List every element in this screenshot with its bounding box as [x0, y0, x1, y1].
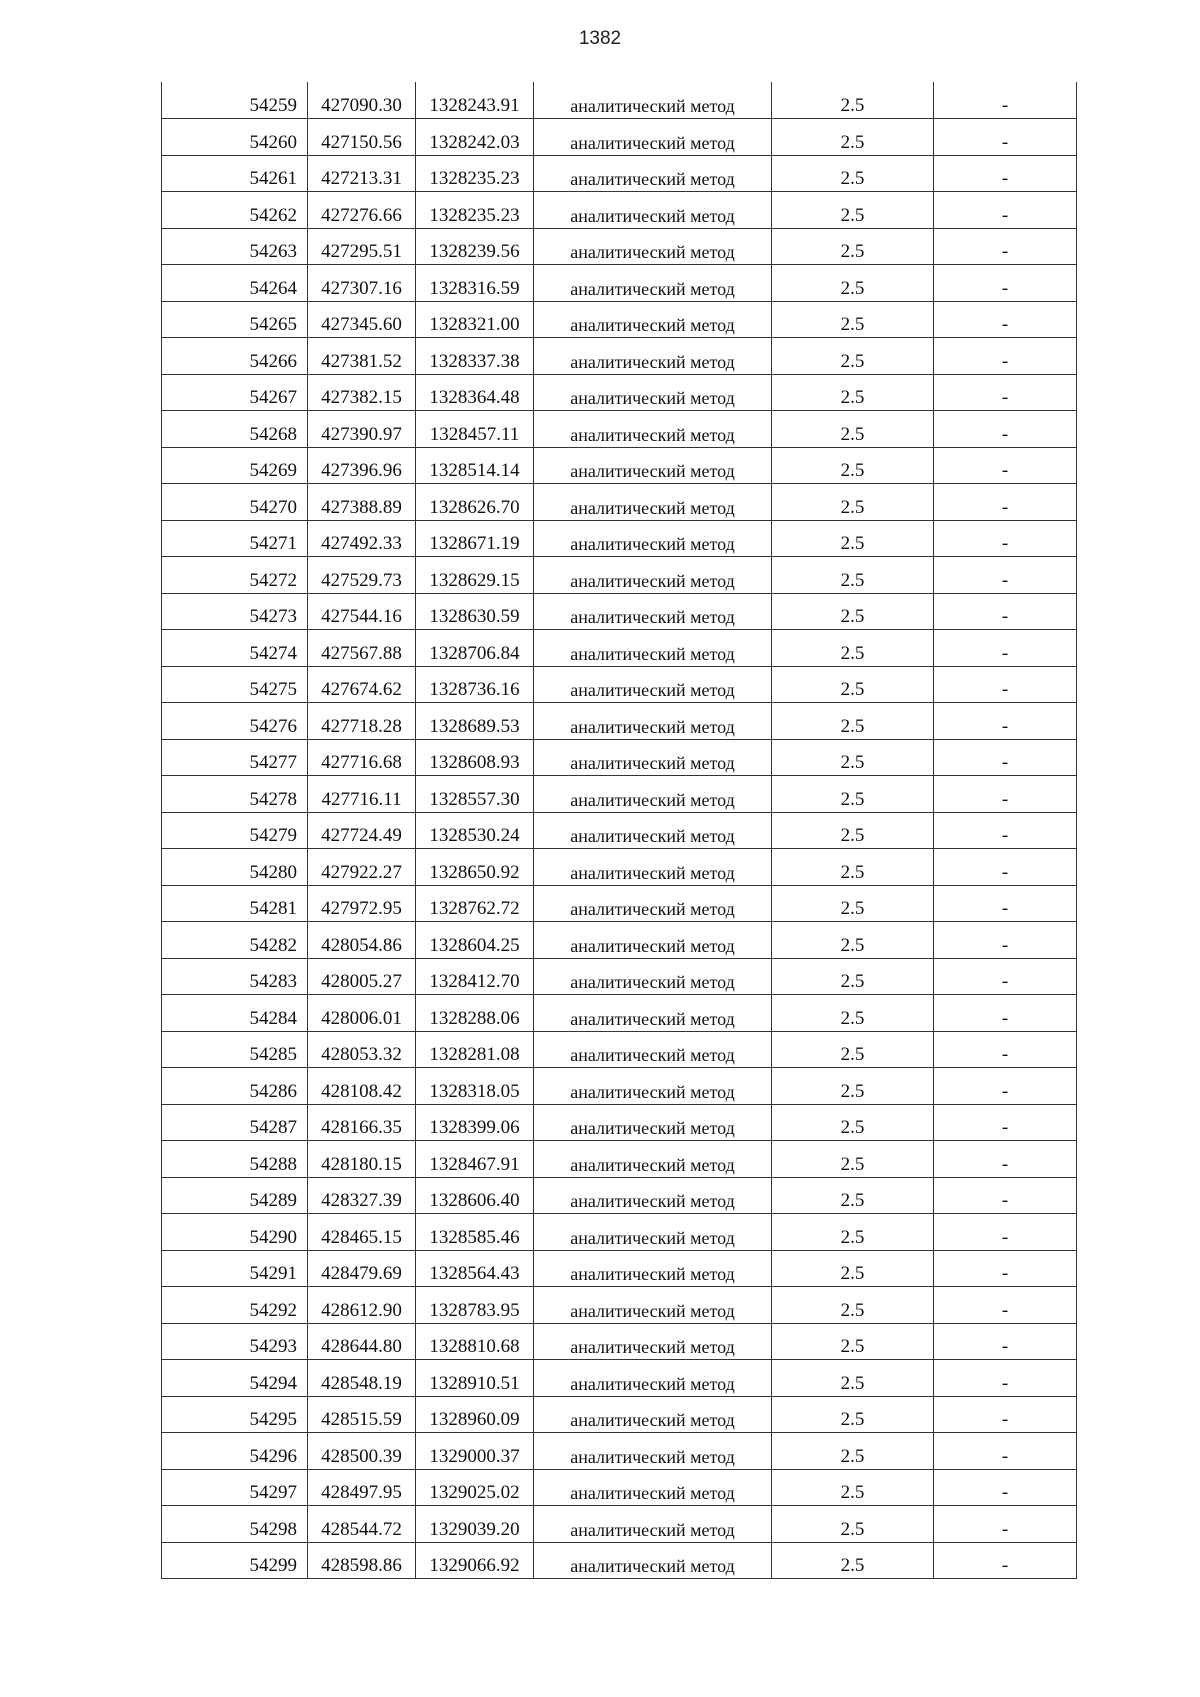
y-coordinate-cell: 1328810.68	[416, 1323, 534, 1360]
y-coordinate-cell: 1328608.93	[416, 739, 534, 776]
accuracy-cell: 2.5	[772, 739, 934, 776]
method-cell: аналитический метод	[534, 666, 772, 703]
accuracy-cell: 2.5	[772, 155, 934, 192]
x-coordinate-cell: 428180.15	[308, 1141, 416, 1178]
note-cell: -	[934, 849, 1077, 886]
y-coordinate-cell: 1328242.03	[416, 119, 534, 156]
x-coordinate-cell: 428544.72	[308, 1506, 416, 1543]
point-id-cell: 54264	[162, 265, 308, 302]
y-coordinate-cell: 1328321.00	[416, 301, 534, 338]
accuracy-cell: 2.5	[772, 776, 934, 813]
point-id-cell: 54275	[162, 666, 308, 703]
point-id-cell: 54277	[162, 739, 308, 776]
y-coordinate-cell: 1328337.38	[416, 338, 534, 375]
accuracy-cell: 2.5	[772, 812, 934, 849]
point-id-cell: 54286	[162, 1068, 308, 1105]
table-row	[162, 593, 1077, 630]
y-coordinate-cell: 1329025.02	[416, 1469, 534, 1506]
x-coordinate-cell: 428548.19	[308, 1360, 416, 1397]
method-cell: аналитический метод	[534, 630, 772, 667]
point-id-cell: 54282	[162, 922, 308, 959]
note-cell: -	[934, 1068, 1077, 1105]
table-row	[162, 1068, 1077, 1105]
table-row	[162, 630, 1077, 667]
table-row	[162, 922, 1077, 959]
coordinates-table	[161, 82, 1077, 1579]
y-coordinate-cell: 1328235.23	[416, 155, 534, 192]
y-coordinate-cell: 1328467.91	[416, 1141, 534, 1178]
accuracy-cell: 2.5	[772, 411, 934, 448]
note-cell: -	[934, 1177, 1077, 1214]
x-coordinate-cell: 427388.89	[308, 484, 416, 521]
method-cell: аналитический метод	[534, 265, 772, 302]
x-coordinate-cell: 428612.90	[308, 1287, 416, 1324]
point-id-cell: 54263	[162, 228, 308, 265]
note-cell: -	[934, 776, 1077, 813]
y-coordinate-cell: 1328910.51	[416, 1360, 534, 1397]
point-id-cell: 54268	[162, 411, 308, 448]
y-coordinate-cell: 1328736.16	[416, 666, 534, 703]
y-coordinate-cell: 1328412.70	[416, 958, 534, 995]
accuracy-cell: 2.5	[772, 1214, 934, 1251]
accuracy-cell: 2.5	[772, 228, 934, 265]
table-row	[162, 520, 1077, 557]
y-coordinate-cell: 1328585.46	[416, 1214, 534, 1251]
y-coordinate-cell: 1328671.19	[416, 520, 534, 557]
accuracy-cell: 2.5	[772, 1506, 934, 1543]
note-cell: -	[934, 192, 1077, 229]
method-cell: аналитический метод	[534, 1360, 772, 1397]
point-id-cell: 54269	[162, 447, 308, 484]
method-cell: аналитический метод	[534, 995, 772, 1032]
accuracy-cell: 2.5	[772, 1031, 934, 1068]
accuracy-cell: 2.5	[772, 630, 934, 667]
x-coordinate-cell: 427972.95	[308, 885, 416, 922]
x-coordinate-cell: 427674.62	[308, 666, 416, 703]
note-cell: -	[934, 374, 1077, 411]
x-coordinate-cell: 427396.96	[308, 447, 416, 484]
point-id-cell: 54266	[162, 338, 308, 375]
x-coordinate-cell: 427213.31	[308, 155, 416, 192]
point-id-cell: 54288	[162, 1141, 308, 1178]
y-coordinate-cell: 1328243.91	[416, 82, 534, 119]
note-cell: -	[934, 228, 1077, 265]
note-cell: -	[934, 739, 1077, 776]
table-row	[162, 228, 1077, 265]
accuracy-cell: 2.5	[772, 484, 934, 521]
note-cell: -	[934, 155, 1077, 192]
note-cell: -	[934, 1214, 1077, 1251]
accuracy-cell: 2.5	[772, 666, 934, 703]
y-coordinate-cell: 1328399.06	[416, 1104, 534, 1141]
method-cell: аналитический метод	[534, 155, 772, 192]
accuracy-cell: 2.5	[772, 885, 934, 922]
point-id-cell: 54280	[162, 849, 308, 886]
method-cell: аналитический метод	[534, 520, 772, 557]
table-row	[162, 484, 1077, 521]
x-coordinate-cell: 427345.60	[308, 301, 416, 338]
table-row	[162, 1323, 1077, 1360]
accuracy-cell: 2.5	[772, 922, 934, 959]
note-cell: -	[934, 1506, 1077, 1543]
y-coordinate-cell: 1328530.24	[416, 812, 534, 849]
accuracy-cell: 2.5	[772, 1177, 934, 1214]
note-cell: -	[934, 265, 1077, 302]
method-cell: аналитический метод	[534, 447, 772, 484]
point-id-cell: 54270	[162, 484, 308, 521]
accuracy-cell: 2.5	[772, 82, 934, 119]
x-coordinate-cell: 428479.69	[308, 1250, 416, 1287]
accuracy-cell: 2.5	[772, 703, 934, 740]
note-cell: -	[934, 593, 1077, 630]
x-coordinate-cell: 427716.68	[308, 739, 416, 776]
table-row	[162, 338, 1077, 375]
method-cell: аналитический метод	[534, 411, 772, 448]
accuracy-cell: 2.5	[772, 338, 934, 375]
table-row	[162, 155, 1077, 192]
y-coordinate-cell: 1328783.95	[416, 1287, 534, 1324]
point-id-cell: 54293	[162, 1323, 308, 1360]
note-cell: -	[934, 119, 1077, 156]
method-cell: аналитический метод	[534, 1177, 772, 1214]
method-cell: аналитический метод	[534, 192, 772, 229]
table-row	[162, 739, 1077, 776]
y-coordinate-cell: 1328514.14	[416, 447, 534, 484]
y-coordinate-cell: 1328318.05	[416, 1068, 534, 1105]
table-row	[162, 119, 1077, 156]
note-cell: -	[934, 411, 1077, 448]
note-cell: -	[934, 484, 1077, 521]
table-row	[162, 192, 1077, 229]
accuracy-cell: 2.5	[772, 192, 934, 229]
point-id-cell: 54281	[162, 885, 308, 922]
table-row	[162, 1250, 1077, 1287]
x-coordinate-cell: 428598.86	[308, 1542, 416, 1579]
table-row	[162, 1469, 1077, 1506]
y-coordinate-cell: 1329000.37	[416, 1433, 534, 1470]
method-cell: аналитический метод	[534, 922, 772, 959]
method-cell: аналитический метод	[534, 885, 772, 922]
x-coordinate-cell: 428327.39	[308, 1177, 416, 1214]
point-id-cell: 54261	[162, 155, 308, 192]
method-cell: аналитический метод	[534, 1141, 772, 1178]
method-cell: аналитический метод	[534, 301, 772, 338]
table-row	[162, 1104, 1077, 1141]
method-cell: аналитический метод	[534, 228, 772, 265]
table-row	[162, 1214, 1077, 1251]
point-id-cell: 54265	[162, 301, 308, 338]
x-coordinate-cell: 428108.42	[308, 1068, 416, 1105]
method-cell: аналитический метод	[534, 1250, 772, 1287]
table-row	[162, 1542, 1077, 1579]
method-cell: аналитический метод	[534, 849, 772, 886]
note-cell: -	[934, 82, 1077, 119]
table-row	[162, 849, 1077, 886]
point-id-cell: 54285	[162, 1031, 308, 1068]
note-cell: -	[934, 301, 1077, 338]
table-row	[162, 301, 1077, 338]
point-id-cell: 54279	[162, 812, 308, 849]
accuracy-cell: 2.5	[772, 1433, 934, 1470]
table-row	[162, 447, 1077, 484]
accuracy-cell: 2.5	[772, 593, 934, 630]
table-row	[162, 703, 1077, 740]
x-coordinate-cell: 428465.15	[308, 1214, 416, 1251]
table-body	[162, 82, 1077, 1579]
method-cell: аналитический метод	[534, 1287, 772, 1324]
y-coordinate-cell: 1328316.59	[416, 265, 534, 302]
note-cell: -	[934, 666, 1077, 703]
point-id-cell: 54299	[162, 1542, 308, 1579]
note-cell: -	[934, 630, 1077, 667]
x-coordinate-cell: 428500.39	[308, 1433, 416, 1470]
accuracy-cell: 2.5	[772, 1323, 934, 1360]
method-cell: аналитический метод	[534, 82, 772, 119]
accuracy-cell: 2.5	[772, 374, 934, 411]
point-id-cell: 54283	[162, 958, 308, 995]
table-row	[162, 812, 1077, 849]
table-row	[162, 885, 1077, 922]
y-coordinate-cell: 1329066.92	[416, 1542, 534, 1579]
page-number: 1382	[578, 28, 622, 49]
point-id-cell: 54260	[162, 119, 308, 156]
point-id-cell: 54273	[162, 593, 308, 630]
note-cell: -	[934, 812, 1077, 849]
method-cell: аналитический метод	[534, 1031, 772, 1068]
note-cell: -	[934, 557, 1077, 594]
table-row	[162, 1396, 1077, 1433]
method-cell: аналитический метод	[534, 1506, 772, 1543]
x-coordinate-cell: 428053.32	[308, 1031, 416, 1068]
accuracy-cell: 2.5	[772, 520, 934, 557]
y-coordinate-cell: 1328762.72	[416, 885, 534, 922]
table-row	[162, 1287, 1077, 1324]
x-coordinate-cell: 427922.27	[308, 849, 416, 886]
x-coordinate-cell: 428054.86	[308, 922, 416, 959]
x-coordinate-cell: 428005.27	[308, 958, 416, 995]
accuracy-cell: 2.5	[772, 849, 934, 886]
note-cell: -	[934, 338, 1077, 375]
method-cell: аналитический метод	[534, 484, 772, 521]
y-coordinate-cell: 1328706.84	[416, 630, 534, 667]
method-cell: аналитический метод	[534, 703, 772, 740]
x-coordinate-cell: 427381.52	[308, 338, 416, 375]
x-coordinate-cell: 427150.56	[308, 119, 416, 156]
method-cell: аналитический метод	[534, 1542, 772, 1579]
accuracy-cell: 2.5	[772, 1104, 934, 1141]
method-cell: аналитический метод	[534, 338, 772, 375]
point-id-cell: 54295	[162, 1396, 308, 1433]
point-id-cell: 54274	[162, 630, 308, 667]
note-cell: -	[934, 885, 1077, 922]
note-cell: -	[934, 1433, 1077, 1470]
point-id-cell: 54271	[162, 520, 308, 557]
y-coordinate-cell: 1328626.70	[416, 484, 534, 521]
method-cell: аналитический метод	[534, 958, 772, 995]
point-id-cell: 54259	[162, 82, 308, 119]
x-coordinate-cell: 427567.88	[308, 630, 416, 667]
point-id-cell: 54276	[162, 703, 308, 740]
x-coordinate-cell: 428497.95	[308, 1469, 416, 1506]
table-row	[162, 557, 1077, 594]
x-coordinate-cell: 428006.01	[308, 995, 416, 1032]
table-row	[162, 666, 1077, 703]
accuracy-cell: 2.5	[772, 1141, 934, 1178]
note-cell: -	[934, 703, 1077, 740]
accuracy-cell: 2.5	[772, 557, 934, 594]
y-coordinate-cell: 1328960.09	[416, 1396, 534, 1433]
x-coordinate-cell: 428644.80	[308, 1323, 416, 1360]
y-coordinate-cell: 1328239.56	[416, 228, 534, 265]
table-row	[162, 1360, 1077, 1397]
note-cell: -	[934, 1542, 1077, 1579]
method-cell: аналитический метод	[534, 1068, 772, 1105]
table-row	[162, 1433, 1077, 1470]
method-cell: аналитический метод	[534, 1323, 772, 1360]
y-coordinate-cell: 1328457.11	[416, 411, 534, 448]
table-row	[162, 82, 1077, 119]
accuracy-cell: 2.5	[772, 119, 934, 156]
method-cell: аналитический метод	[534, 812, 772, 849]
y-coordinate-cell: 1328630.59	[416, 593, 534, 630]
note-cell: -	[934, 447, 1077, 484]
table-row	[162, 995, 1077, 1032]
point-id-cell: 54298	[162, 1506, 308, 1543]
point-id-cell: 54272	[162, 557, 308, 594]
y-coordinate-cell: 1328364.48	[416, 374, 534, 411]
note-cell: -	[934, 1360, 1077, 1397]
y-coordinate-cell: 1328629.15	[416, 557, 534, 594]
x-coordinate-cell: 427382.15	[308, 374, 416, 411]
point-id-cell: 54292	[162, 1287, 308, 1324]
x-coordinate-cell: 427544.16	[308, 593, 416, 630]
y-coordinate-cell: 1328606.40	[416, 1177, 534, 1214]
coordinates-table-container	[161, 82, 1077, 1579]
accuracy-cell: 2.5	[772, 1250, 934, 1287]
method-cell: аналитический метод	[534, 593, 772, 630]
note-cell: -	[934, 1031, 1077, 1068]
accuracy-cell: 2.5	[772, 1287, 934, 1324]
x-coordinate-cell: 427390.97	[308, 411, 416, 448]
x-coordinate-cell: 427295.51	[308, 228, 416, 265]
x-coordinate-cell: 428515.59	[308, 1396, 416, 1433]
point-id-cell: 54291	[162, 1250, 308, 1287]
y-coordinate-cell: 1329039.20	[416, 1506, 534, 1543]
x-coordinate-cell: 427716.11	[308, 776, 416, 813]
note-cell: -	[934, 1104, 1077, 1141]
y-coordinate-cell: 1328564.43	[416, 1250, 534, 1287]
note-cell: -	[934, 1250, 1077, 1287]
accuracy-cell: 2.5	[772, 1396, 934, 1433]
accuracy-cell: 2.5	[772, 995, 934, 1032]
method-cell: аналитический метод	[534, 119, 772, 156]
accuracy-cell: 2.5	[772, 1469, 934, 1506]
accuracy-cell: 2.5	[772, 958, 934, 995]
accuracy-cell: 2.5	[772, 1542, 934, 1579]
method-cell: аналитический метод	[534, 1396, 772, 1433]
method-cell: аналитический метод	[534, 557, 772, 594]
table-row	[162, 776, 1077, 813]
y-coordinate-cell: 1328235.23	[416, 192, 534, 229]
x-coordinate-cell: 427724.49	[308, 812, 416, 849]
note-cell: -	[934, 995, 1077, 1032]
table-row	[162, 1506, 1077, 1543]
y-coordinate-cell: 1328557.30	[416, 776, 534, 813]
x-coordinate-cell: 427529.73	[308, 557, 416, 594]
x-coordinate-cell: 427718.28	[308, 703, 416, 740]
accuracy-cell: 2.5	[772, 301, 934, 338]
note-cell: -	[934, 1469, 1077, 1506]
y-coordinate-cell: 1328689.53	[416, 703, 534, 740]
method-cell: аналитический метод	[534, 1214, 772, 1251]
point-id-cell: 54296	[162, 1433, 308, 1470]
note-cell: -	[934, 1323, 1077, 1360]
table-row	[162, 374, 1077, 411]
x-coordinate-cell: 427307.16	[308, 265, 416, 302]
y-coordinate-cell: 1328604.25	[416, 922, 534, 959]
table-row	[162, 265, 1077, 302]
accuracy-cell: 2.5	[772, 447, 934, 484]
x-coordinate-cell: 427492.33	[308, 520, 416, 557]
y-coordinate-cell: 1328650.92	[416, 849, 534, 886]
note-cell: -	[934, 1141, 1077, 1178]
point-id-cell: 54267	[162, 374, 308, 411]
method-cell: аналитический метод	[534, 1104, 772, 1141]
note-cell: -	[934, 958, 1077, 995]
point-id-cell: 54294	[162, 1360, 308, 1397]
note-cell: -	[934, 520, 1077, 557]
accuracy-cell: 2.5	[772, 1360, 934, 1397]
method-cell: аналитический метод	[534, 374, 772, 411]
x-coordinate-cell: 427276.66	[308, 192, 416, 229]
accuracy-cell: 2.5	[772, 1068, 934, 1105]
table-row	[162, 1141, 1077, 1178]
table-row	[162, 1177, 1077, 1214]
method-cell: аналитический метод	[534, 1469, 772, 1506]
note-cell: -	[934, 1287, 1077, 1324]
note-cell: -	[934, 922, 1077, 959]
y-coordinate-cell: 1328288.06	[416, 995, 534, 1032]
point-id-cell: 54262	[162, 192, 308, 229]
point-id-cell: 54297	[162, 1469, 308, 1506]
x-coordinate-cell: 428166.35	[308, 1104, 416, 1141]
point-id-cell: 54284	[162, 995, 308, 1032]
method-cell: аналитический метод	[534, 776, 772, 813]
point-id-cell: 54290	[162, 1214, 308, 1251]
table-row	[162, 411, 1077, 448]
table-row	[162, 1031, 1077, 1068]
method-cell: аналитический метод	[534, 739, 772, 776]
y-coordinate-cell: 1328281.08	[416, 1031, 534, 1068]
method-cell: аналитический метод	[534, 1433, 772, 1470]
note-cell: -	[934, 1396, 1077, 1433]
point-id-cell: 54278	[162, 776, 308, 813]
table-row	[162, 958, 1077, 995]
accuracy-cell: 2.5	[772, 265, 934, 302]
point-id-cell: 54287	[162, 1104, 308, 1141]
point-id-cell: 54289	[162, 1177, 308, 1214]
x-coordinate-cell: 427090.30	[308, 82, 416, 119]
